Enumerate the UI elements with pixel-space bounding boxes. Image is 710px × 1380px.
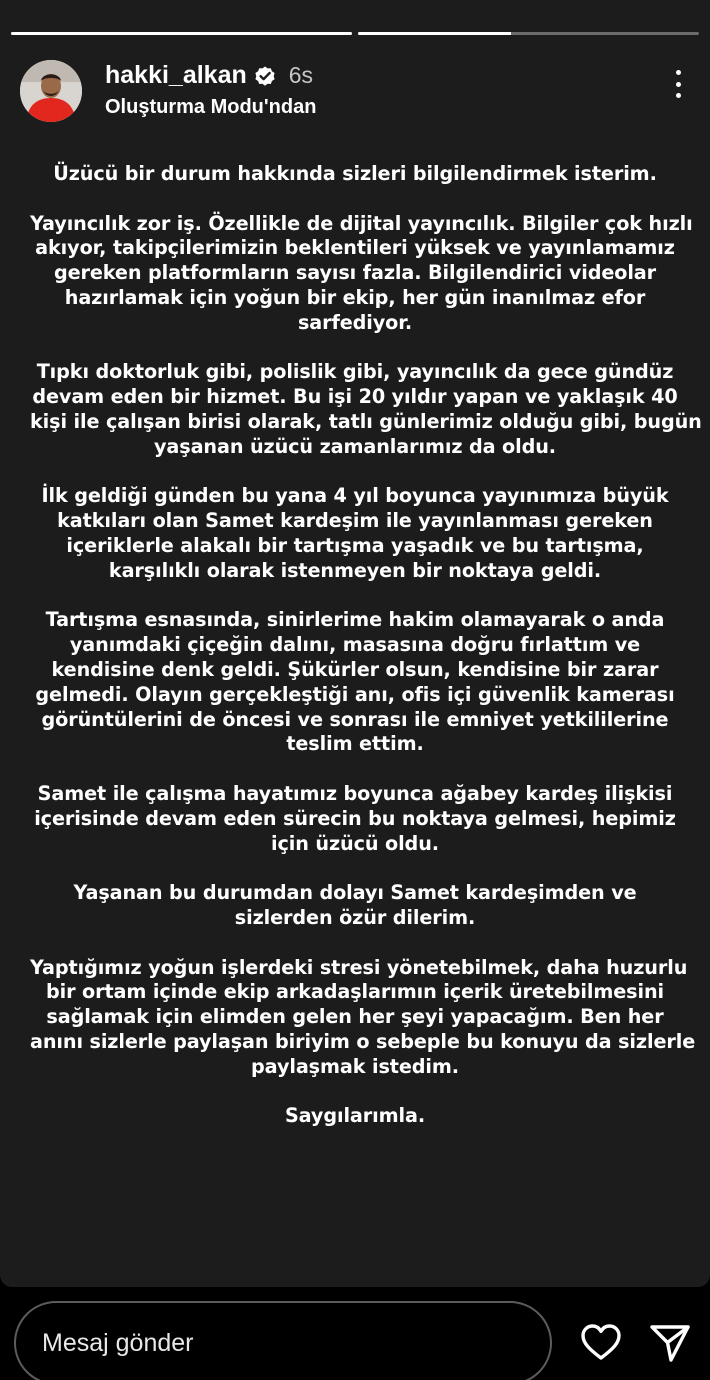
text-line: Üzücü bir durum hakkında sizleri bilgilendirmek isterim. [53,162,657,185]
text-line: sizlerden özür dilerim. [234,905,476,929]
text-line: içerisinde devam eden sürecin bu noktaya gelmesi, hepimiz [34,806,676,830]
text-line: hazırlamak için yoğun bir ekip, her gün inanılmaz efor [64,285,646,309]
progress-fill [358,32,511,35]
text-line: İlk geldiği günden bu yana 4 yıl boyunca yayınımıza büyük [41,484,669,508]
post-time: 6s [288,62,314,88]
paragraph [30,162,680,187]
text-line: yanımdaki çiçeğin dalını, masasına doğru fırlattım ve [69,633,641,657]
message-input[interactable] [14,1301,552,1380]
paragraph [30,608,680,757]
text-line: teslim ettim. [286,732,424,756]
paragraph [30,782,680,856]
progress-fill [11,32,352,35]
story-header [20,58,690,124]
text-line: paylaşmak istedim. [251,1054,459,1078]
text-line: katkıları olan Samet kardeşim ile yayınlanması gereken [57,509,653,533]
text-line: Tıpkı doktorluk gibi, polislik gibi, yayıncılık da gece gündüz [36,360,674,384]
story-footer [0,1287,710,1380]
text-line: yaşanan üzücü zamanlarımız da oldu. [154,434,556,458]
text-line: kişi ile çalışan birisi olarak, tatlı günlerimiz olduğu gibi, bugün [30,409,702,433]
story-progress-bar [11,32,699,35]
paragraph [30,1104,680,1129]
avatar[interactable] [20,60,82,122]
text-line: akıyor, takipçilerimizin beklentileri yüksek ve yayınlamamız [35,236,675,260]
text-line: anını sizlerle paylaşan biriyim o sebeple bu konuyu da sizlerle [30,1029,696,1053]
text-line: gereken platformların sayısı fazla. Bilgilendirici videolar [53,261,657,285]
text-line: sağlamak için elimden gelen her şeyi yapacağım. Ben her [46,1005,664,1029]
verified-badge-icon [253,64,277,88]
paragraph [30,211,693,336]
heart-icon[interactable] [579,1321,623,1365]
text-line: Yaşanan bu durumdan dolayı Samet kardeşimden ve [73,881,637,905]
text-line: Saygılarımla. [284,1104,426,1128]
more-vertical-icon[interactable] [666,66,690,102]
text-line: sarfediyor. [297,310,413,334]
text-line: görüntülerini de öncesi ve sonrası ile emniyet yetkililerine [41,707,669,731]
text-line: bir ortam içinde ekip arkadaşlarımın içerik üretebilmesini [45,980,665,1004]
progress-segment [358,32,699,35]
text-line: kendisine denk geldi. Şükürler olsun, kendisine bir zarar [51,657,659,681]
text-line: için üzücü oldu. [271,831,439,855]
progress-segment [11,32,352,35]
text-line: Tartışma esnasında, sinirlerime hakim olamayarak o anda [45,608,665,632]
story-subtitle[interactable]: Oluşturma Modu'ndan [105,96,317,118]
text-line: Yaptığımız yoğun işlerdeki stresi yönetebilmek, daha huzurlu [30,955,688,979]
send-icon[interactable] [648,1321,692,1365]
text-line: Yayıncılık zor iş. Özellikle de dijital yayıncılık. Bilgiler çok hızlı [30,211,693,235]
paragraph [30,881,680,931]
paragraph [30,955,696,1080]
paragraph [30,484,680,583]
text-line: içeriklerle alakalı bir tartışma yaşadık ve bu tartışma, [66,533,644,557]
text-line: karşılıklı olarak istenmeyen bir noktaya geldi. [108,558,602,582]
username[interactable]: hakki_alkan [105,61,247,89]
story-text [30,162,702,1154]
text-line: Samet ile çalışma hayatımız boyunca ağabey kardeş ilişkisi [37,781,673,805]
text-line: gelmedi. Olayın gerçekleştiği anı, ofis içi güvenlik kamerası [35,682,675,706]
user-line [105,61,313,90]
text-line: devam eden bir hizmet. Bu işi 20 yıldır yapan ve yaklaşık 40 [32,385,678,409]
paragraph [30,360,702,459]
